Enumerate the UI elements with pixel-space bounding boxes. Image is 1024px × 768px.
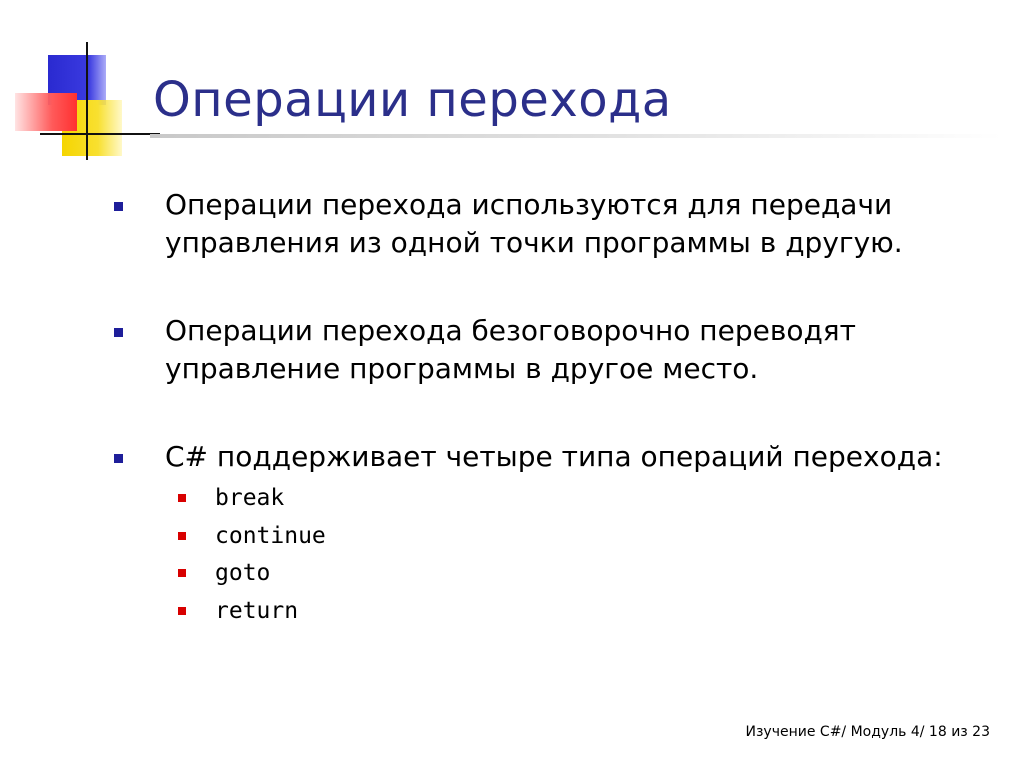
sub-bullet-square-icon xyxy=(178,532,186,540)
slide-body xyxy=(110,186,1010,630)
bullet-square-icon xyxy=(114,328,123,337)
bullet-item xyxy=(110,438,1010,476)
sub-bullet-item xyxy=(110,480,1010,518)
bullet-item xyxy=(110,312,1010,388)
bullet-text: C# поддерживает четыре типа операций перехода: xyxy=(165,440,943,473)
bullet-text: Операции перехода безоговорочно переводят управление программы в другое место. xyxy=(165,314,856,385)
slide-footer: Изучение C#/ Модуль 4/ 18 из 23 xyxy=(745,724,990,740)
bullet-square-icon xyxy=(114,202,123,211)
sub-bullet-item xyxy=(110,555,1010,593)
keyword-goto: goto xyxy=(215,560,271,586)
keyword-continue: continue xyxy=(215,522,326,549)
sub-bullet-square-icon xyxy=(178,569,186,577)
keyword-break: break xyxy=(215,485,285,511)
logo-horizontal-line xyxy=(40,133,160,135)
logo-red-square xyxy=(15,93,77,131)
slide-title: Операции перехода xyxy=(153,72,672,128)
sub-bullet-square-icon xyxy=(178,607,186,615)
sub-bullet-item xyxy=(110,593,1010,631)
bullet-item xyxy=(110,186,1010,262)
sub-bullet-square-icon xyxy=(178,494,186,502)
corner-logo-decoration xyxy=(0,0,160,170)
title-underline xyxy=(150,134,1002,138)
sub-bullet-item xyxy=(110,518,1010,556)
bullet-text: Операции перехода используются для передачи управления из одной точки программы в другую. xyxy=(165,188,903,259)
bullet-square-icon xyxy=(114,454,123,463)
logo-vertical-line xyxy=(86,42,88,160)
keyword-return: return xyxy=(215,597,299,624)
